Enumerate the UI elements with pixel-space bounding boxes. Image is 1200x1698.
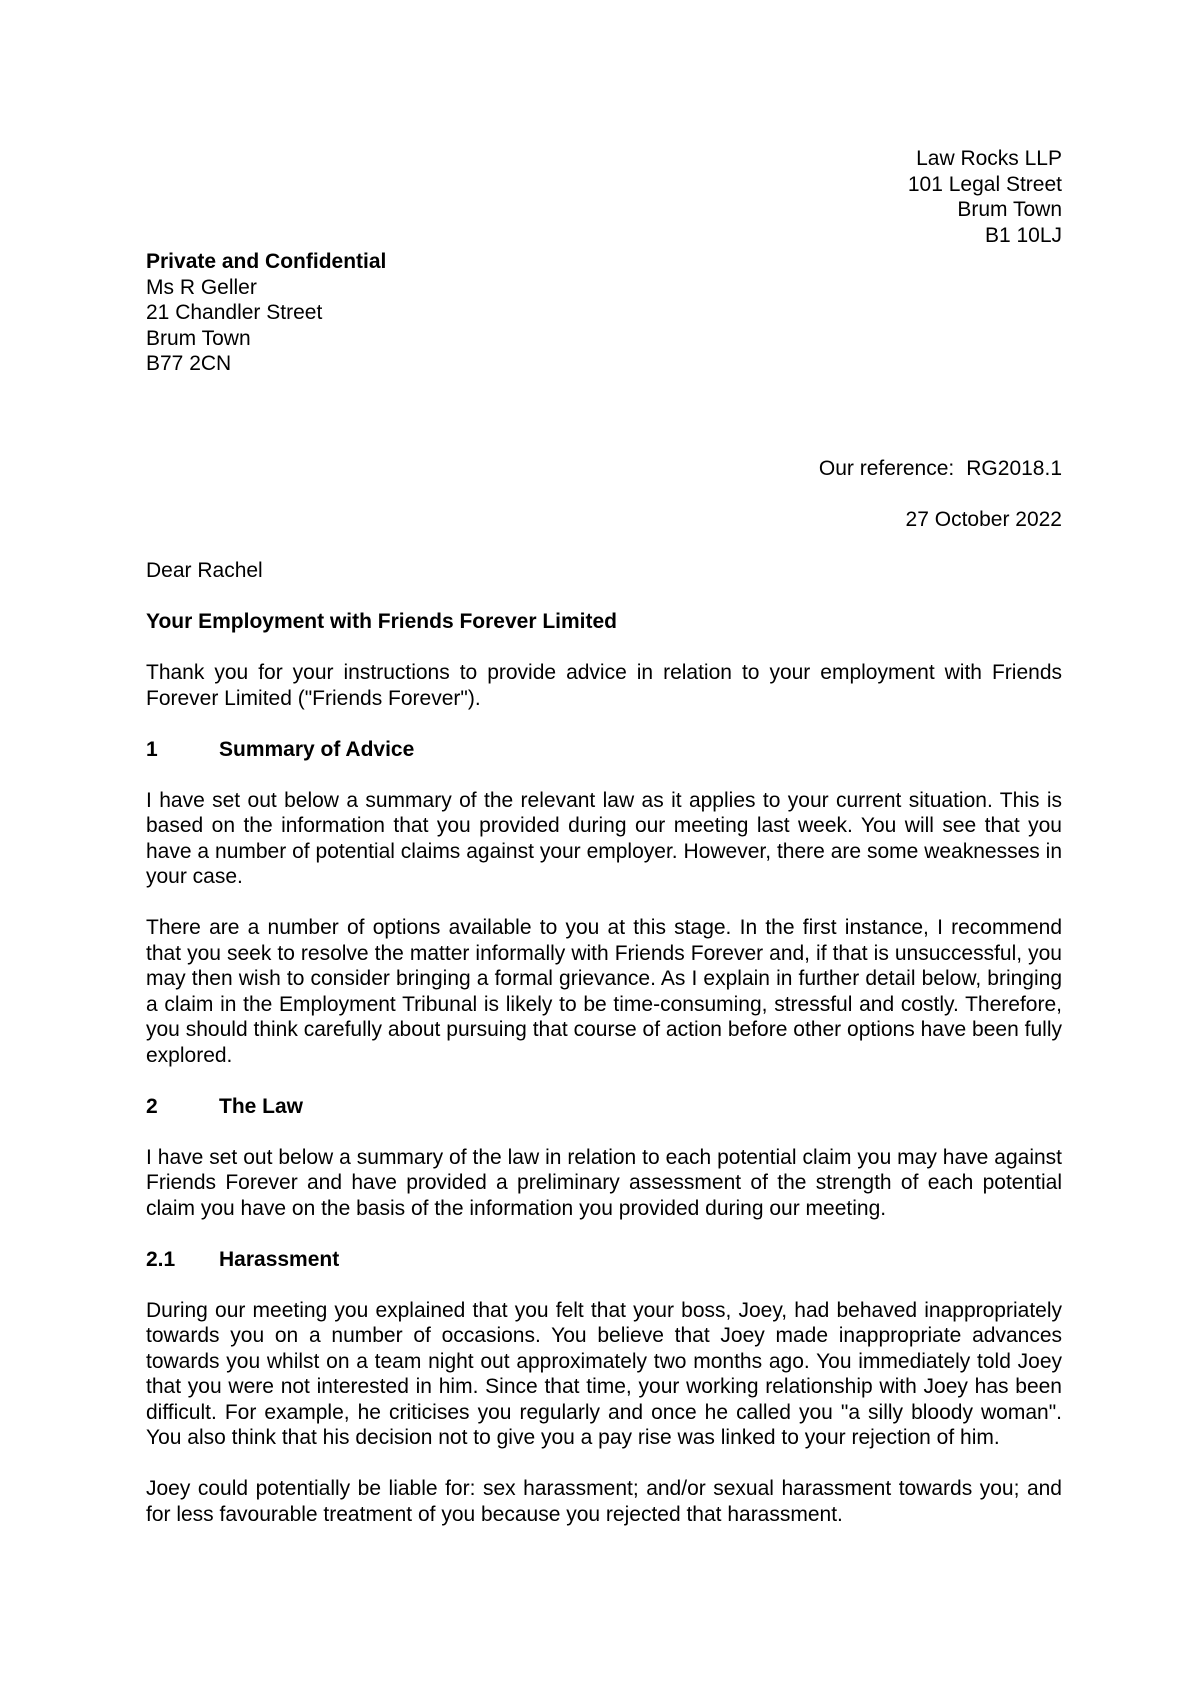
section-heading-law [146, 1094, 1062, 1120]
reference-value: RG2018.1 [966, 457, 1062, 480]
subject-line: Your Employment with Friends Forever Limited [146, 610, 618, 633]
harassment-paragraph: During our meeting you explained that you felt that your boss, Joey, had behaved inappropriately towards you on a number of occasions. You believe that Joey made inappropriate advances towards you whilst on a team night out approximately two months ago. You immediately told Joey that you were not interested in him. Since that time, your working relationship with Joey has been difficult. For example, he criticises you regularly and once he called you "a silly bloody woman". You also think that his decision not to give you a pay rise was linked to your rejection of him. [146, 1298, 1062, 1449]
section-number: 2 [146, 1094, 158, 1118]
recipient-name: Ms R Geller [146, 275, 257, 299]
confidential-marking: Private and Confidential [146, 250, 387, 273]
section-number: 2.1 [146, 1247, 176, 1271]
harassment-paragraph: Joey could potentially be liable for: sex harassment; and/or sexual harassment towards you; and for less favourable treatment of you because you rejected that harassment. [146, 1477, 1062, 1526]
recipient-postcode: B77 2CN [146, 352, 232, 375]
section-title: The Law [219, 1094, 304, 1118]
section-title: Summary of Advice [219, 737, 415, 761]
law-paragraph: I have set out below a summary of the law in relation to each potential claim you may have against Friends Forever and have provided a preliminary assessment of the strength of each potential claim you have on the basis of the information you provided during our meeting. [146, 1145, 1062, 1220]
recipient-address [146, 249, 386, 377]
recipient-street: 21 Chandler Street [146, 301, 323, 324]
recipient-town: Brum Town [146, 326, 251, 350]
reference-label: Our reference: [818, 457, 955, 480]
our-reference [819, 456, 1062, 482]
summary-paragraph: I have set out below a summary of the relevant law as it applies to your current situation. This is based on the information that you provided during our meeting last week. You will see that you have a number of potential claims against your employer. However, there are some weaknesses in your case. [146, 788, 1062, 888]
section-heading-harassment [146, 1247, 1062, 1273]
intro-paragraph: Thank you for your instructions to provide advice in relation to your employment with Friends Forever Limited ("Friends Forever"). [146, 661, 1062, 710]
section-heading-summary [146, 737, 1062, 763]
section-number: 1 [146, 737, 158, 761]
sender-postcode: B1 10LJ [984, 223, 1062, 247]
sender-firm: Law Rocks LLP [916, 147, 1062, 170]
sender-street: 101 Legal Street [907, 172, 1062, 196]
sender-address [908, 146, 1062, 248]
section-title: Harassment [219, 1247, 340, 1271]
sender-town: Brum Town [957, 198, 1062, 221]
letter-body [146, 558, 1062, 1553]
salutation: Dear Rachel [146, 559, 263, 582]
letter-date: 27 October 2022 [905, 508, 1062, 531]
summary-paragraph: There are a number of options available to you at this stage. In the first instance, I recommend that you seek to resolve the matter informally with Friends Forever and, if that is unsuccessful, you may then wish to consider bringing a formal grievance. As I explain in further detail below, bringing a claim in the Employment Tribunal is likely to be time-consuming, stressful and costly. Therefore, you should think carefully about pursuing that course of action before other options have been fully explored. [146, 916, 1062, 1067]
